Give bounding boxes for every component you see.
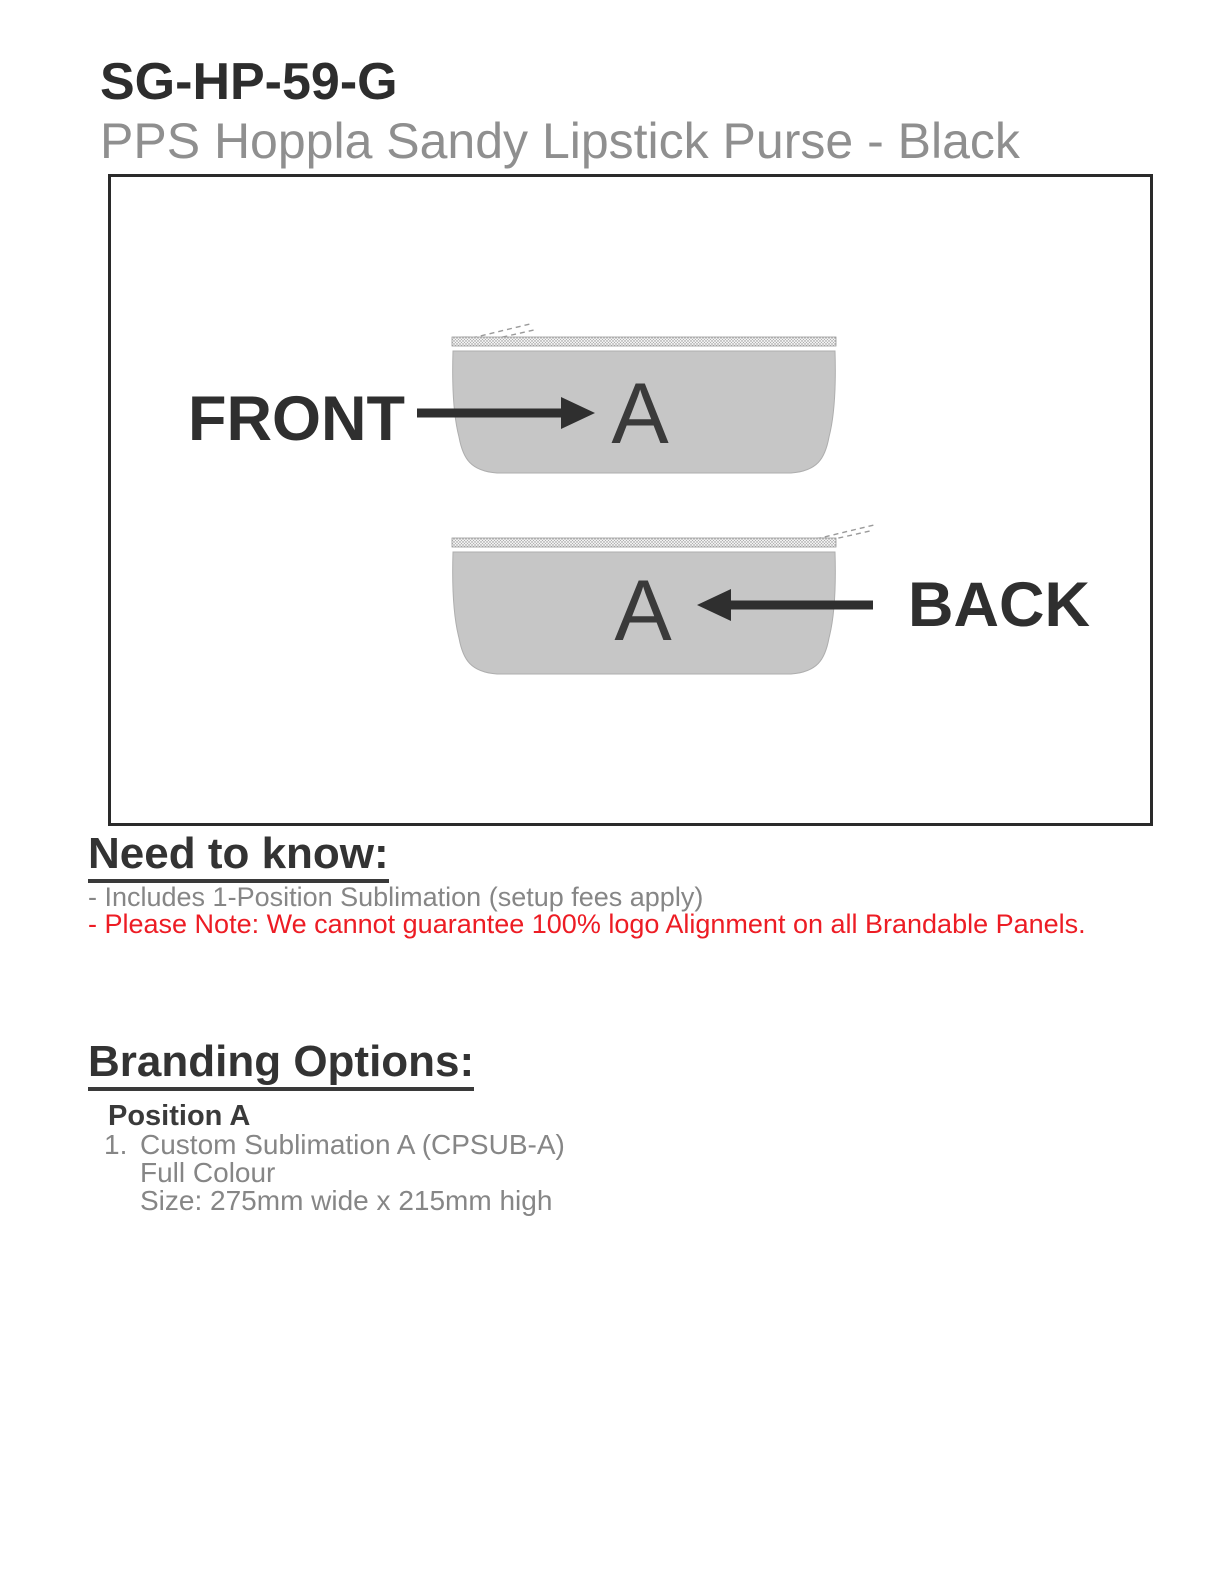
branding-option-item	[104, 1131, 565, 1159]
option-name: Custom Sublimation A (CPSUB-A)	[140, 1129, 565, 1160]
front-position-letter: A	[611, 366, 669, 462]
option-colour: Full Colour	[140, 1157, 276, 1188]
option-number: 1.	[104, 1129, 128, 1160]
back-label: BACK	[908, 570, 1090, 640]
front-label: FRONT	[188, 384, 405, 454]
purse-diagram	[111, 177, 1150, 823]
branding-diagram-box	[108, 174, 1153, 826]
zipper-band-back	[452, 538, 836, 547]
note-alignment-warning: - Please Note: We cannot guarantee 100% logo Alignment on all Brandable Panels.	[88, 909, 1086, 939]
need-to-know-heading: Need to know:	[88, 832, 389, 883]
option-size: Size: 275mm wide x 215mm high	[140, 1185, 553, 1216]
purse-front-graphic	[452, 324, 836, 473]
product-name: PPS Hoppla Sandy Lipstick Purse - Black	[100, 113, 1020, 169]
product-code: SG-HP-59-G	[100, 53, 398, 111]
branding-options-heading: Branding Options:	[88, 1040, 474, 1091]
back-position-letter: A	[614, 563, 672, 659]
zipper-band-front	[452, 337, 836, 346]
purse-back-graphic	[452, 525, 874, 674]
position-a-heading: Position A	[108, 1100, 251, 1132]
note-sublimation: - Includes 1-Position Sublimation (setup fees apply)	[88, 882, 704, 912]
